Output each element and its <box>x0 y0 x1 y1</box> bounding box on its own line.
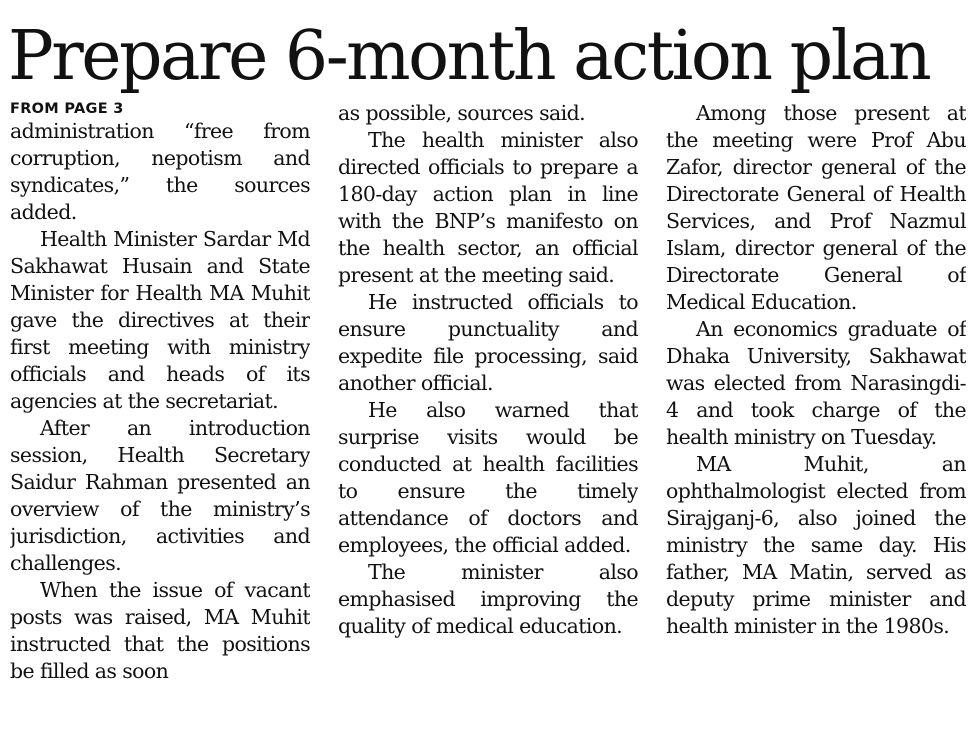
article-headline: Prepare 6-month action plan <box>8 17 930 96</box>
paragraph: He instructed officials to ensure punctuality and expedite file processing, said another official. <box>338 290 638 395</box>
paragraph: After an introduction session, Health Secretary Saidur Rahman presented an overview of the ministry’s jurisdiction, activities and challenges. <box>10 416 310 575</box>
paragraph: Among those present at the meeting were Prof Abu Zafor, director general of the Directorate General of Health Services, and Prof Nazmul Islam, director general of the Directorate General of Medical Education. <box>666 101 966 314</box>
article-column-3 <box>666 100 966 724</box>
paragraph: An economics graduate of Dhaka University, Sakhawat was elected from Narasingdi-4 and took charge of the health ministry on Tuesday. <box>666 317 966 449</box>
article-column-2 <box>338 100 638 724</box>
paragraph: as possible, sources said. <box>338 101 586 125</box>
paragraph: MA Muhit, an ophthalmologist elected from Sirajganj-6, also joined the ministry the same day. His father, MA Matin, served as deputy prime minister and health minister in the 1980s. <box>666 452 966 638</box>
paragraph: The minister also emphasised improving the quality of medical education. <box>338 560 638 638</box>
paragraph: administration “free from corruption, nepotism and syndicates,” the sources added. <box>10 119 310 224</box>
paragraph: He also warned that surprise visits would be conducted at health facilities to ensure the timely attendance of doctors and employees, the official added. <box>338 398 638 557</box>
article-column-1 <box>10 100 310 724</box>
paragraph: Health Minister Sardar Md Sakhawat Husain and State Minister for Health MA Muhit gave the directives at their first meeting with ministry officials and heads of its agencies at the secretariat. <box>10 227 310 413</box>
paragraph: When the issue of vacant posts was raised, MA Muhit instructed that the positions be filled as soon <box>10 578 310 683</box>
continuation-kicker: FROM PAGE 3 <box>10 101 124 117</box>
paragraph: The health minister also directed officials to prepare a 180-day action plan in line with the BNP’s manifesto on the health sector, an official present at the meeting said. <box>338 128 638 287</box>
